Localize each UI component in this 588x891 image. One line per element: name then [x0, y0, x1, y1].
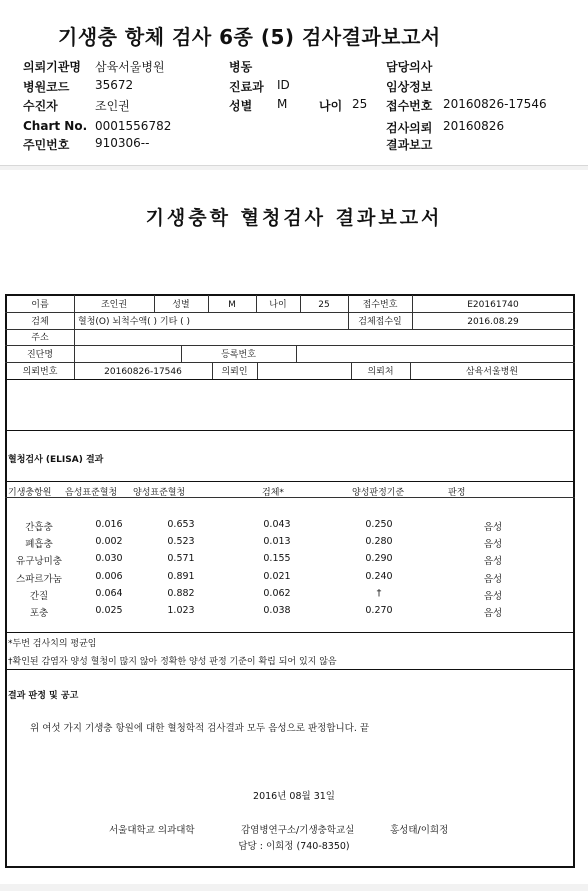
- row-divider: [5, 312, 575, 313]
- col-header-cutoff: 양성판정기준: [352, 488, 405, 498]
- result-row-5-result: 음성: [483, 590, 503, 602]
- request-place-value: 삼육서울병원: [465, 367, 519, 377]
- doctor-label: 담당의사: [386, 60, 433, 74]
- col-divider: [296, 345, 297, 362]
- result-row-4-sample: 0.021: [263, 570, 291, 582]
- request-place-label: 의뢰처: [367, 367, 394, 377]
- sex-value: M: [277, 97, 288, 111]
- result-row-6-pos: 1.023: [167, 605, 195, 616]
- result-row-4-pos: 0.891: [167, 570, 195, 582]
- sex-value: M: [228, 300, 236, 310]
- result-row-4-result: 음성: [483, 573, 503, 585]
- report-date: 2016년 08월 31일: [253, 791, 335, 802]
- chart-no-value: 0001556782: [95, 119, 172, 133]
- section-divider: [5, 481, 575, 482]
- result-row-3-pos: 0.571: [167, 553, 195, 565]
- patient-value: 조인권: [95, 99, 130, 113]
- result-row-4-cutoff: 0.240: [365, 570, 393, 582]
- row-divider: [5, 345, 575, 346]
- age-label: 나이: [319, 99, 343, 113]
- clinical-info-label: 임상정보: [386, 80, 433, 94]
- hospital-value: 삼육서울병원: [95, 60, 165, 74]
- elisa-section-title: 혈청검사 (ELISA) 결과: [8, 455, 104, 465]
- conclusion-text: 위 여섯 가지 기생충 항원에 대한 혈청학적 검사결과 모두 음성으로 판정합니다. 끝: [30, 723, 370, 734]
- receipt-value: E20161740: [467, 300, 519, 310]
- diagnosis-label: 진단명: [26, 350, 54, 360]
- result-report-label: 결과보고: [386, 138, 433, 152]
- age-value: 25: [352, 97, 368, 111]
- result-row-4-antigen: 스파르가눔: [16, 573, 62, 585]
- request-date-label: 검사의뢰: [386, 121, 433, 135]
- section-divider: [5, 430, 575, 431]
- issuing-org-university: 서울대학교 의과대학: [109, 825, 195, 836]
- page-title: 기생충 항체 검사 6종 (5) 검사결과보고서: [58, 25, 441, 49]
- receipt-label: 접수번호: [362, 300, 398, 310]
- col-divider: [257, 362, 258, 379]
- row-divider: [5, 329, 575, 330]
- row-divider: [5, 362, 575, 363]
- rrn-value: 910306--: [95, 136, 150, 150]
- department-value: ID: [277, 78, 290, 92]
- result-row-6-antigen: 포충: [29, 608, 49, 619]
- rrn-label: 주민번호: [23, 138, 70, 152]
- issuing-staff: 홍성태/이희정: [390, 825, 449, 836]
- footnote-average: *두번 검사치의 평균임: [8, 639, 97, 649]
- result-row-6-neg: 0.025: [95, 605, 123, 616]
- result-row-4-neg: 0.006: [95, 570, 123, 582]
- footnote-dagger: †확인된 감염자 양성 혈청이 많지 않아 정확한 양성 판정 기준이 확립 되어 있지 않음: [8, 657, 337, 667]
- result-row-3-neg: 0.030: [95, 553, 123, 565]
- result-row-2-cutoff: 0.280: [365, 536, 393, 548]
- specimen-date-value: 2016.08.29: [467, 317, 519, 327]
- issuing-org-department: 감염병연구소/기생충학교실: [241, 825, 355, 836]
- result-row-2-neg: 0.002: [95, 536, 123, 548]
- sex-label: 성별: [172, 300, 190, 310]
- request-no-value: 20160826-17546: [104, 367, 182, 377]
- specimen-date-label: 검체접수일: [358, 317, 402, 327]
- result-row-1-result: 음성: [483, 522, 503, 533]
- patient-label: 수진자: [23, 99, 58, 113]
- result-row-1-sample: 0.043: [263, 519, 291, 530]
- scanned-report-title: 기생충학 혈청검사 결과보고서: [145, 207, 443, 229]
- result-row-2-pos: 0.523: [167, 536, 195, 548]
- result-row-5-antigen: 간질: [29, 590, 49, 602]
- result-row-3-result: 음성: [483, 556, 503, 568]
- row-divider: [5, 379, 575, 380]
- specimen-label: 검체: [31, 317, 49, 327]
- result-row-5-sample: 0.062: [263, 587, 291, 599]
- contact-info: 담당 : 이희정 (740-8350): [238, 841, 350, 852]
- conclusion-title: 결과 판정 및 공고: [8, 691, 79, 701]
- requester-label: 의뢰인: [221, 367, 248, 377]
- request-date-value: 20160826: [443, 119, 505, 133]
- result-row-3-antigen: 유구낭미충: [16, 556, 62, 568]
- col-header-positive: 양성표준혈청: [133, 488, 186, 498]
- age-label: 나이: [269, 300, 287, 310]
- result-row-1-pos: 0.653: [167, 519, 195, 530]
- age-value: 25: [318, 300, 330, 310]
- report-header-panel: [0, 0, 588, 166]
- result-row-5-pos: 0.882: [167, 587, 195, 599]
- ward-label: 병동: [229, 60, 253, 74]
- department-label: 진료과: [229, 80, 264, 94]
- specimen-value: 혈청(O) 뇌척수액( ) 기타 ( ): [78, 317, 191, 327]
- result-row-5-cutoff: †: [376, 587, 382, 599]
- result-row-6-result: 음성: [483, 608, 503, 619]
- col-header-antigen: 기생충항원: [8, 488, 52, 498]
- result-row-1-neg: 0.016: [95, 519, 123, 530]
- receipt-no-label: 접수번호: [386, 99, 433, 113]
- chart-no-label: Chart No.: [23, 119, 88, 133]
- result-row-3-sample: 0.155: [263, 553, 291, 565]
- sex-label: 성별: [229, 99, 253, 113]
- result-row-2-sample: 0.013: [263, 536, 291, 548]
- result-row-3-cutoff: 0.290: [365, 553, 393, 565]
- result-row-1-antigen: 간흡충: [25, 522, 53, 533]
- hospital-code-value: 35672: [95, 78, 134, 92]
- col-header-sample: 검체*: [262, 488, 284, 498]
- name-value: 조인권: [100, 300, 128, 310]
- request-no-label: 의뢰번호: [22, 367, 58, 377]
- section-divider: [5, 669, 575, 670]
- hospital-code-label: 병원코드: [23, 80, 70, 94]
- result-row-5-neg: 0.064: [95, 587, 123, 599]
- name-label: 이름: [31, 300, 49, 310]
- hospital-label: 의뢰기관명: [23, 60, 81, 74]
- section-divider: [5, 632, 575, 633]
- result-row-2-result: 음성: [483, 539, 503, 551]
- col-header-negative: 음성표준혈청: [65, 488, 118, 498]
- registration-no-label: 등록번호: [221, 350, 256, 360]
- result-row-1-cutoff: 0.250: [365, 519, 393, 530]
- receipt-no-value: 20160826-17546: [443, 97, 547, 111]
- result-row-6-cutoff: 0.270: [365, 605, 393, 616]
- result-row-6-sample: 0.038: [263, 605, 291, 616]
- col-header-result: 판정: [448, 488, 466, 498]
- address-label: 주소: [31, 333, 49, 343]
- result-row-2-antigen: 폐흡충: [25, 539, 53, 551]
